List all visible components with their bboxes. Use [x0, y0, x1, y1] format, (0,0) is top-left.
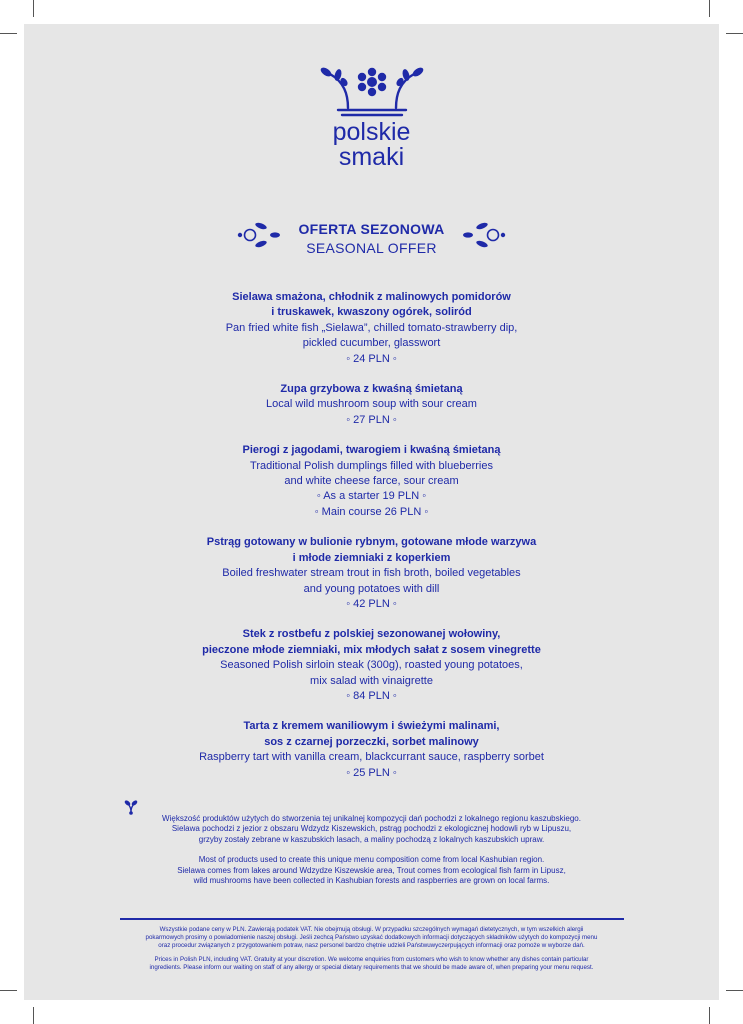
dish-name-pl: pieczone młode ziemniaki, mix młodych sałat z sosem vinegrette	[202, 643, 541, 656]
crop-mark	[709, 1007, 710, 1024]
dish-name-en: Raspberry tart with vanilla cream, blackcurrant sauce, raspberry sorbet	[199, 751, 544, 764]
footer-line: oraz procedur związanych z przygotowaniem potraw, nasz personel bardzo chętnie udzieli Państwuwyczerpujących informacji oraz pomoże w wyborze dań.	[158, 942, 585, 950]
offer-heading	[24, 220, 719, 258]
note-line: Większość produktów użytych do stworzenia tej unikalnej kompozycji dań pochodzi z lokalnego regionu kaszubskiego.	[162, 814, 581, 823]
brand-name-line1: polskie	[332, 118, 411, 146]
footer-en	[24, 956, 719, 972]
dish-price: ◦ 42 PLN ◦	[346, 597, 397, 610]
dish-name-pl: Stek z rostbefu z polskiej sezonowanej wołowiny,	[242, 628, 501, 641]
brand-logo	[24, 64, 719, 170]
dish-price: ◦ 25 PLN ◦	[346, 766, 397, 779]
dish-price: ◦ 24 PLN ◦	[346, 352, 397, 365]
dish-price: ◦ 27 PLN ◦	[346, 413, 397, 426]
crop-mark	[33, 1007, 34, 1024]
crop-mark	[709, 0, 710, 17]
crop-mark	[726, 33, 743, 34]
origin-note-en	[24, 855, 719, 886]
dish-name-pl: i truskawek, kwaszony ogórek, soliród	[271, 306, 472, 319]
dish-name-pl: Pstrąg gotowany w bulionie rybnym, gotowane młode warzywa	[206, 536, 537, 549]
dish-name-en: and white cheese farce, sour cream	[284, 475, 459, 488]
note-line: Most of products used to create this unique menu composition come from local Kashubian region.	[198, 855, 545, 865]
dish-price: ◦ As a starter 19 PLN ◦	[316, 490, 427, 503]
dish-name-en: mix salad with vinaigrette	[310, 674, 433, 687]
menu-item	[24, 627, 719, 704]
crop-mark	[0, 33, 17, 34]
footer-line: pokarmowych prosimy o powiadomienie naszej obsługi. Jeśli zechcą Państwo uzyskać dodatkowych informacji dotyczących składników użytych do kompozycji menu	[145, 934, 598, 942]
dish-name-pl: sos z czarnej porzeczki, sorbet malinowy	[264, 735, 479, 748]
footer-divider	[120, 918, 624, 920]
crop-mark	[33, 0, 34, 17]
dish-name-en: pickled cucumber, glasswort	[302, 337, 441, 350]
footer-line: Prices in Polish PLN, including VAT. Gratuity at your discretion. We welcome enquiries from customers who wish to know whether any dishes contain particular	[154, 955, 589, 963]
folk-ornament-icon	[460, 222, 506, 248]
menu-item	[24, 290, 719, 367]
offer-title-pl: OFERTA SEZONOWA	[298, 221, 445, 237]
dish-name-pl: Zupa grzybowa z kwaśną śmietaną	[280, 383, 463, 396]
menu-item	[24, 382, 719, 428]
dish-name-pl: Pierogi z jagodami, twarogiem i kwaśną śmietaną	[242, 444, 501, 457]
note-line: wild mushrooms have been collected in Kashubian forests and raspberries are grown on local farms.	[193, 876, 550, 886]
menu-item	[24, 719, 719, 781]
menu-item	[24, 443, 719, 520]
menu-list	[24, 290, 719, 796]
dish-name-en: Traditional Polish dumplings filled with blueberries	[250, 459, 493, 472]
crop-mark	[726, 990, 743, 991]
dish-price: ◦ Main course 26 PLN ◦	[314, 505, 429, 518]
origin-note-pl	[24, 814, 719, 845]
price-footer	[24, 926, 719, 977]
origin-note	[24, 814, 719, 896]
folk-flower-logo-icon	[314, 64, 430, 120]
menu-item	[24, 535, 719, 612]
note-line: Sielawa comes from lakes around Wdzydze Kiszewskie area, Trout comes from ecological fish farm in Lipusz,	[177, 865, 566, 875]
dish-name-pl: i młode ziemniaki z koperkiem	[292, 551, 451, 564]
menu-sheet	[24, 24, 719, 1000]
dish-name-en: Seasoned Polish sirloin steak (300g), roasted young potatoes,	[220, 659, 523, 672]
note-line: Sielawa pochodzi z jezior z obszaru Wdzydz Kiszewskich, pstrąg pochodzi z ekologicznej hodowli ryb w Lipuszu,	[171, 824, 572, 834]
offer-title-en: SEASONAL OFFER	[306, 240, 437, 256]
dish-price: ◦ 84 PLN ◦	[346, 689, 397, 702]
footer-line: Wszystkie podane ceny w PLN. Zawierają podatek VAT. Nie obejmują obsługi. W przypadku szczególnych wymagań dietetycznych, w tym wszelkich alergii	[159, 926, 584, 933]
dish-name-en: Local wild mushroom soup with sour cream	[266, 398, 477, 411]
footer-pl	[24, 926, 719, 951]
dish-name-pl: Sielawa smażona, chłodnik z malinowych pomidorów	[232, 291, 511, 303]
brand-name-line2: smaki	[338, 143, 405, 171]
dish-name-en: Pan fried white fish „Sielawa”, chilled tomato-strawberry dip,	[225, 321, 518, 334]
dish-name-en: Boiled freshwater stream trout in fish broth, boiled vegetables	[222, 567, 521, 580]
footer-line: ingredients. Please inform our waiting on staff of any allergy or special dietary requirements that we should be made aware of, when preparing your menu request.	[149, 963, 594, 971]
dish-name-en: and young potatoes with dill	[303, 582, 440, 595]
crop-mark	[0, 990, 17, 991]
note-line: grzyby zostały zebrane w kaszubskich lasach, a maliny pochodzą z lokalnych kaszubskich upraw.	[198, 834, 545, 844]
sprout-icon	[124, 799, 138, 815]
dish-name-pl: Tarta z kremem waniliowym i świeżymi malinami,	[243, 720, 500, 733]
